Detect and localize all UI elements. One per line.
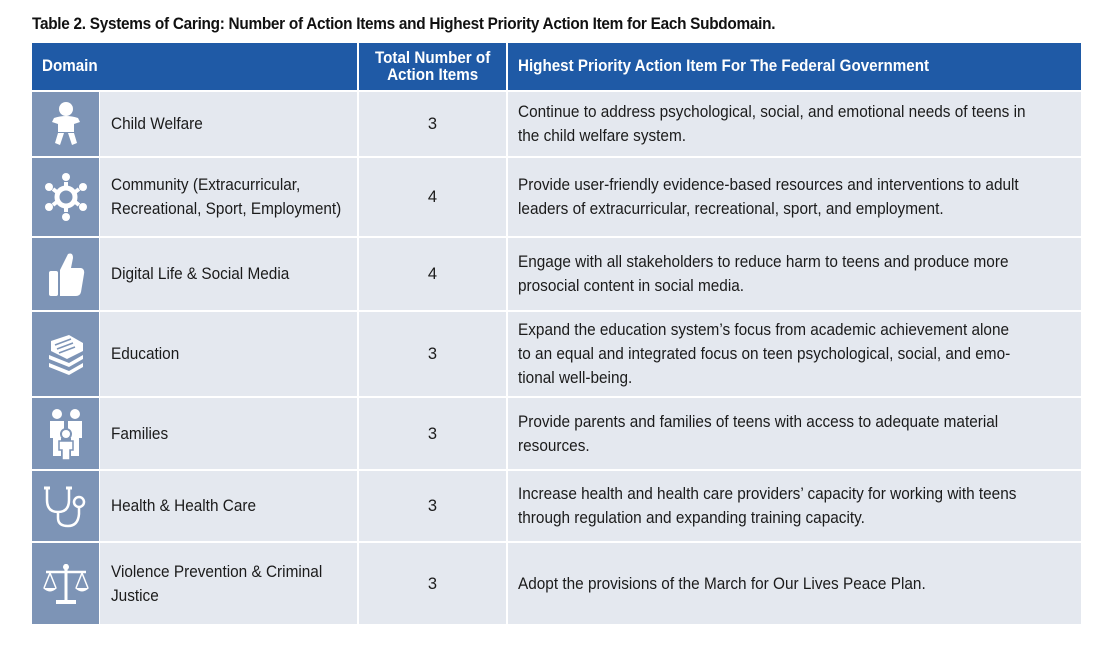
priority-action-item: Provide user-friendly evidence-based resources and interventions to adult leaders of extracurricular, recreational, sport, and employment. (508, 156, 1081, 236)
stethoscope-icon (32, 469, 99, 541)
table-caption: Table 2. Systems of Caring: Number of Action Items and Highest Priority Action Item for Each Subdomain. (32, 15, 776, 33)
table-row (32, 236, 1081, 310)
table-row (32, 310, 1081, 396)
thumbs-up-icon (32, 236, 99, 310)
action-item-count: 3 (357, 469, 508, 541)
domain-name: Families (99, 396, 357, 469)
domain-name: Health & Health Care (99, 469, 357, 541)
books-icon (32, 310, 99, 396)
table-row (32, 469, 1081, 541)
domain-name: Education (99, 310, 357, 396)
priority-action-item: Engage with all stakeholders to reduce harm to teens and produce more prosocial content in social media. (508, 236, 1081, 310)
priority-action-item: Provide parents and families of teens with access to adequate material resources. (508, 396, 1081, 469)
priority-action-item: Continue to address psychological, social, and emotional needs of teens in the child welfare system. (508, 90, 1081, 156)
action-item-count: 3 (357, 541, 508, 624)
domain-name: Child Welfare (99, 90, 357, 156)
systems-of-caring-table (32, 43, 1081, 624)
header-total-action-items: Total Number of Action Items (357, 43, 508, 90)
action-item-count: 3 (357, 396, 508, 469)
action-item-count: 3 (357, 90, 508, 156)
family-icon (32, 396, 99, 469)
priority-action-item: Adopt the provisions of the March for Our Lives Peace Plan. (508, 541, 1081, 624)
table-row (32, 541, 1081, 624)
header-highest-priority-item: Highest Priority Action Item For The Federal Government (508, 43, 1081, 90)
table-row (32, 396, 1081, 469)
action-item-count: 4 (357, 236, 508, 310)
domain-name: Digital Life & Social Media (99, 236, 357, 310)
header-domain: Domain (32, 43, 357, 90)
domain-name: Violence Prevention & Criminal Justice (99, 541, 357, 624)
domain-name: Community (Extracurricular, Recreational, Sport, Employment) (99, 156, 357, 236)
table-row (32, 90, 1081, 156)
table-header-row (32, 43, 1081, 90)
scales-of-justice-icon (32, 541, 99, 624)
priority-action-item: Expand the education system’s focus from academic achievement alone to an equal and integrated focus on teen psychological, social, and emo- tional well-being. (508, 310, 1081, 396)
community-circle-icon (32, 156, 99, 236)
child-icon (32, 90, 99, 156)
table-row (32, 156, 1081, 236)
action-item-count: 4 (357, 156, 508, 236)
priority-action-item: Increase health and health care providers’ capacity for working with teens through regulation and expanding training capacity. (508, 469, 1081, 541)
action-item-count: 3 (357, 310, 508, 396)
